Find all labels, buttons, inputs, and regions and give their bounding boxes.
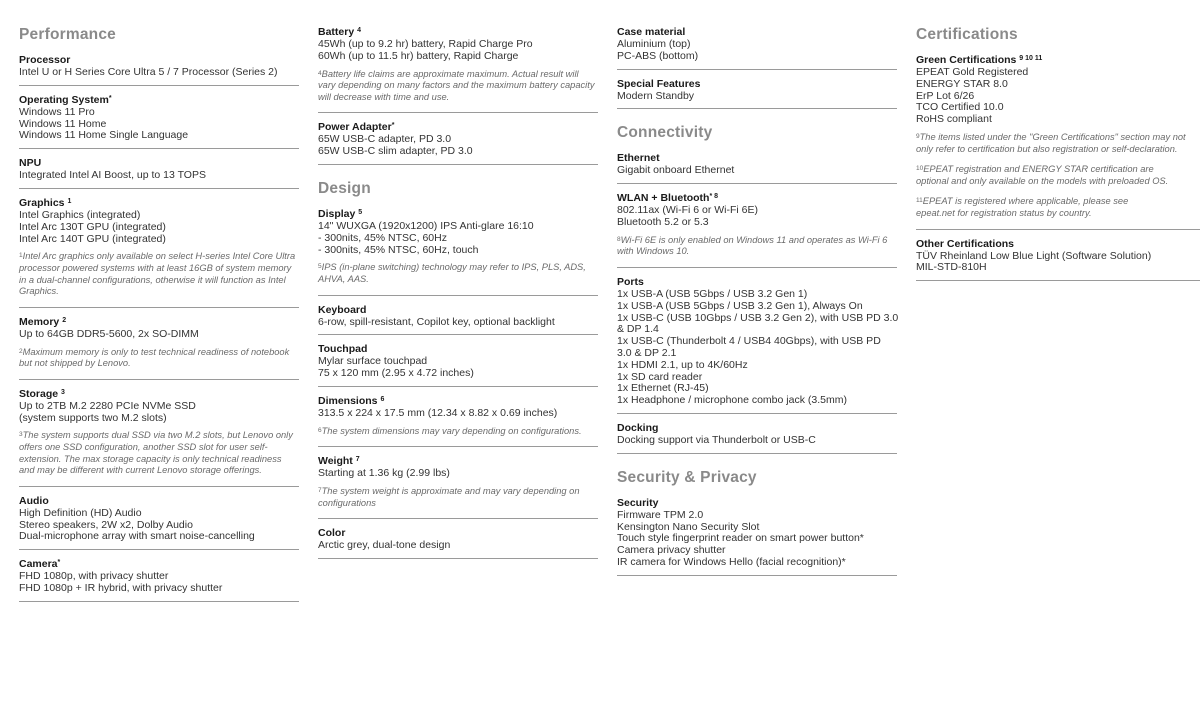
spec-line: Intel Arc 130T GPU (integrated): [19, 220, 166, 233]
spec-line: Windows 11 Home Single Language: [19, 129, 189, 142]
spec-title: Ethernet: [617, 152, 660, 165]
section-heading-performance: Performance: [19, 26, 116, 43]
spec-line: RoHS compliant: [916, 113, 992, 126]
spec-line: ENERGY STAR 8.0: [916, 77, 1008, 90]
spec-title: Keyboard: [318, 303, 367, 316]
spec-storage: [19, 380, 299, 487]
spec-line: 6-row, spill-resistant, Copilot key, optional backlight: [318, 315, 555, 328]
spec-line: IR camera for Windows Hello (facial recognition)*: [617, 555, 846, 568]
spec-ethernet: [617, 148, 897, 184]
spec-line: Intel Graphics (integrated): [19, 208, 141, 221]
spec-line: - 300nits, 45% NTSC, 60Hz, touch: [318, 243, 479, 256]
spec-title: Power Adapter*: [318, 121, 395, 134]
spec-line: Bluetooth 5.2 or 5.3: [617, 215, 709, 228]
column-performance: [19, 22, 299, 602]
spec-battery: [318, 22, 598, 113]
spec-case-material: [617, 22, 897, 70]
spec-dimensions: [318, 387, 598, 447]
footnote: $^8$Wi-Fi 6E is only enabled on Windows 11 and operates as Wi-Fi 6 with Windows 10.: [617, 234, 888, 257]
spec-title: Ports: [617, 275, 644, 288]
spec-line: 1x USB-A (USB 5Gbps / USB 3.2 Gen 1): [617, 287, 808, 300]
spec-line: 65W USB-C slim adapter, PD 3.0: [318, 145, 473, 158]
spec-line: (system supports two M.2 slots): [19, 411, 167, 424]
spec-line: Mylar surface touchpad: [318, 355, 428, 368]
spec-title: Dimensions $^6$: [318, 394, 385, 407]
spec-line: & DP 1.4: [617, 323, 659, 336]
spec-special-features: [617, 70, 897, 110]
spec-line: 802.11ax (Wi-Fi 6 or Wi-Fi 6E): [617, 204, 758, 217]
spec-audio: [19, 487, 299, 550]
spec-title: Graphics $^1$: [19, 196, 72, 209]
spec-line: 1x USB-C (USB 10Gbps / USB 3.2 Gen 2), with USB PD 3.0: [617, 311, 899, 324]
spec-title: Color: [318, 527, 346, 540]
spec-memory: [19, 308, 299, 380]
spec-title: WLAN + Bluetooth$^{* 8}$: [617, 192, 719, 205]
spec-title: Processor: [19, 54, 71, 66]
spec-line: TÜV Rheinland Low Blue Light (Software Solution): [916, 249, 1152, 262]
footnote: $^6$The system dimensions may vary depending on configurations.: [318, 425, 582, 436]
spec-title: Docking: [617, 421, 659, 434]
spec-line: 1x USB-C (Thunderbolt 4 / USB4 40Gbps), with USB PD: [617, 335, 881, 348]
spec-display: [318, 204, 598, 296]
spec-line: TCO Certified 10.0: [916, 101, 1004, 114]
spec-title: Operating System*: [19, 93, 112, 106]
spec-line: 65W USB-C adapter, PD 3.0: [318, 133, 452, 146]
spec-line: High Definition (HD) Audio: [19, 506, 142, 519]
spec-title: Battery $^4$: [318, 26, 362, 38]
spec-line: ErP Lot 6/26: [916, 89, 975, 102]
spec-line: Touch style fingerprint reader on smart power button*: [617, 532, 864, 545]
spec-title: Other Certifications: [916, 237, 1015, 250]
footnote: $^{11}$EPEAT is registered where applicable, please see epeat.net for registration status by country.: [916, 196, 1129, 218]
spec-green-certifications: [916, 50, 1200, 230]
spec-docking: [617, 414, 897, 454]
spec-ports: [617, 268, 897, 414]
section-heading-security: Security & Privacy: [617, 468, 757, 486]
spec-line: Up to 64GB DDR5-5600, 2x SO-DIMM: [19, 327, 199, 340]
spec-line: Gigabit onboard Ethernet: [617, 164, 735, 177]
spec-other-certifications: [916, 230, 1200, 282]
spec-line: 75 x 120 mm (2.95 x 4.72 inches): [318, 367, 474, 380]
spec-line: 1x HDMI 2.1, up to 4K/60Hz: [617, 358, 748, 371]
spec-title: Touchpad: [318, 343, 368, 356]
footnote: $^7$The system weight is approximate and may vary depending on configurations: [318, 486, 580, 508]
spec-line: Windows 11 Pro: [19, 105, 95, 118]
footnote: $^4$Battery life claims are approximate maximum. Actual result will vary depending on many factors and the maximum battery capacity will decrease with time and use.: [318, 68, 595, 102]
spec-line: Dual-microphone array with smart noise-cancelling: [19, 530, 255, 543]
spec-title: Green Certifications $^{9 10 11}$: [916, 54, 1043, 66]
spec-line: 60Wh (up to 11.5 hr) battery, Rapid Charge: [318, 49, 519, 62]
spec-title: Memory $^2$: [19, 315, 67, 328]
spec-npu: [19, 149, 299, 189]
spec-graphics: [19, 189, 299, 308]
spec-line: 1x USB-A (USB 5Gbps / USB 3.2 Gen 1), Always On: [617, 299, 863, 312]
footnote: $^9$The items listed under the "Green Certifications" section may not only refer to certification but also registration or self-declaration.: [916, 131, 1186, 154]
spec-line: Docking support via Thunderbolt or USB-C: [617, 433, 816, 446]
spec-color: [318, 519, 598, 559]
spec-processor: [19, 50, 299, 86]
spec-line: MIL-STD-810H: [916, 261, 987, 274]
spec-line: Camera privacy shutter: [617, 544, 726, 557]
spec-line: 14" WUXGA (1920x1200) IPS Anti-glare 16:10: [318, 219, 534, 232]
spec-title: Security: [617, 496, 659, 509]
spec-line: - 300nits, 45% NTSC, 60Hz: [318, 231, 447, 244]
section-heading-design: Design: [318, 179, 371, 197]
spec-wlan-bluetooth: [617, 184, 897, 268]
spec-touchpad: [318, 335, 598, 387]
spec-line: Firmware TPM 2.0: [617, 508, 704, 521]
footnote: $^2$Maximum memory is only to test technical readiness of notebook but not shipped by Lenovo.: [19, 346, 290, 369]
spec-line: 45Wh (up to 9.2 hr) battery, Rapid Charge Pro: [318, 38, 533, 50]
spec-line: FHD 1080p, with privacy shutter: [19, 570, 169, 583]
spec-line: Up to 2TB M.2 2280 PCIe NVMe SSD: [19, 399, 196, 412]
spec-line: Windows 11 Home: [19, 117, 107, 130]
spec-title: Camera*: [19, 558, 61, 571]
column-certifications: [916, 22, 1200, 281]
column-connectivity: [617, 22, 897, 576]
spec-line: FHD 1080p + IR hybrid, with privacy shutter: [19, 581, 223, 594]
spec-title: Display $^5$: [318, 207, 363, 220]
spec-operating-system: [19, 86, 299, 149]
spec-line: 1x Ethernet (RJ-45): [617, 382, 709, 395]
spec-line: Intel Arc 140T GPU (integrated): [19, 232, 166, 245]
spec-line: 313.5 x 224 x 17.5 mm (12.34 x 8.82 x 0.69 inches): [318, 406, 558, 419]
footnote: $^5$IPS (in-plane switching) technology may refer to IPS, PLS, ADS, AHVA, AAS.: [318, 262, 586, 284]
spec-line: Integrated Intel AI Boost, up to 13 TOPS: [19, 169, 206, 182]
spec-title: Case material: [617, 26, 686, 38]
spec-weight: [318, 447, 598, 519]
footnote: $^{10}$EPEAT registration and ENERGY STAR certification are optional and only available on the models with preloaded OS.: [916, 164, 1169, 186]
spec-line: Arctic grey, dual-tone design: [318, 539, 451, 552]
spec-line: Kensington Nano Security Slot: [617, 520, 760, 533]
spec-keyboard: [318, 296, 598, 336]
spec-line: Starting at 1.36 kg (2.99 lbs): [318, 467, 450, 480]
footnote: $^3$The system supports dual SSD via two M.2 slots, but Lenovo only offers one SSD configuration, another SSD slot for user self-extension. The max storage capacity is only technical readiness and may be different with current Lenovo storage offerings.: [19, 430, 293, 476]
section-heading-certifications: Certifications: [916, 26, 1018, 43]
spec-line: 1x Headphone / microphone combo jack (3.5mm): [617, 394, 847, 407]
spec-line: Modern Standby: [617, 89, 695, 102]
spec-title: Audio: [19, 494, 49, 507]
spec-line: Intel U or H Series Core Ultra 5 / 7 Processor (Series 2): [19, 66, 278, 78]
spec-title: Weight $^7$: [318, 455, 360, 468]
spec-title: Special Features: [617, 77, 701, 90]
section-heading-connectivity: Connectivity: [617, 124, 713, 142]
spec-title: Storage $^3$: [19, 387, 65, 400]
spec-line: 1x SD card reader: [617, 370, 703, 383]
spec-line: Aluminium (top): [617, 38, 691, 50]
spec-security: [617, 493, 897, 576]
spec-line: EPEAT Gold Registered: [916, 66, 1029, 78]
footnote: $^1$Intel Arc graphics only available on select H-series Intel Core Ultra processor powered systems with at least 16GB of system memory in a dual-channel configurations, otherwise it will function as Intel Graphics.: [19, 251, 296, 297]
spec-line: Stereo speakers, 2W x2, Dolby Audio: [19, 518, 193, 531]
column-design: [318, 22, 598, 559]
spec-title: NPU: [19, 157, 42, 170]
spec-line: 3.0 & DP 2.1: [617, 346, 677, 359]
spec-camera: [19, 550, 299, 602]
spec-power-adapter: [318, 113, 598, 165]
spec-line: PC-ABS (bottom): [617, 49, 699, 62]
